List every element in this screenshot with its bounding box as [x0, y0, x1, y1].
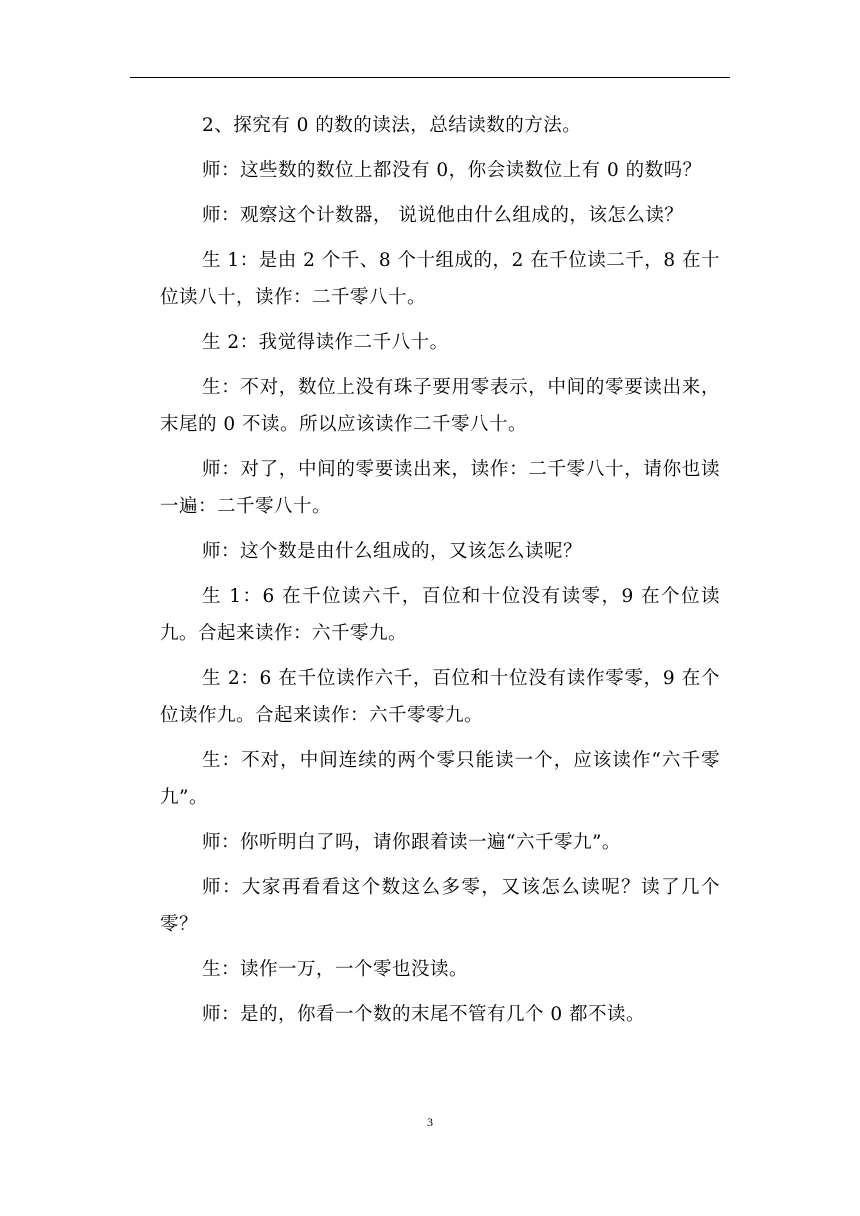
paragraph: 师：这个数是由什么组成的，又该怎么读呢？	[202, 541, 583, 562]
paragraph: 生 1：6 在千位读六千，百位和十位没有读零，9 在个位读九。合起来读作：六千零九。	[160, 586, 720, 644]
paragraph: 师：你听明白了吗，请你跟着读一遍“六千零九”。	[202, 832, 621, 853]
paragraph: 师：这些数的数位上都没有 0，你会读数位上有 0 的数吗？	[202, 160, 702, 181]
paragraph: 生：读作一万，一个零也没读。	[202, 959, 469, 980]
paragraph: 师：对了，中间的零要读出来，读作：二千零八十，请你也读一遍：二千零八十。	[160, 459, 720, 517]
paragraph: 2、探究有 0 的数的读法，总结读数的方法。	[202, 115, 582, 136]
paragraph: 师：大家再看看这个数这么多零，又该怎么读呢？读了几个零？	[160, 877, 720, 935]
paragraph: 生 1：是由 2 个千、8 个十组成的，2 在千位读二千，8 在十位读八十，读作：二千零八十。	[160, 250, 720, 308]
page-number: 3	[427, 1115, 433, 1129]
paragraph: 生：不对，中间连续的两个零只能读一个，应该读作“六千零九”。	[160, 750, 720, 808]
header-rule	[130, 77, 730, 78]
paragraph: 生：不对，数位上没有珠子要用零表示，中间的零要读出来，末尾的 0 不读。所以应该读作二千零八十。	[160, 377, 720, 435]
paragraph: 师：是的，你看一个数的末尾不管有几个 0 都不读。	[202, 1004, 646, 1025]
paragraph: 生 2：我觉得读作二千八十。	[202, 332, 449, 353]
paragraph: 生 2：6 在千位读作六千，百位和十位没有读作零零，9 在个位读作九。合起来读作：六千零零九。	[160, 668, 720, 726]
paragraph: 师：观察这个计数器， 说说他由什么组成的，该怎么读？	[202, 205, 684, 226]
document-body	[160, 107, 720, 1041]
